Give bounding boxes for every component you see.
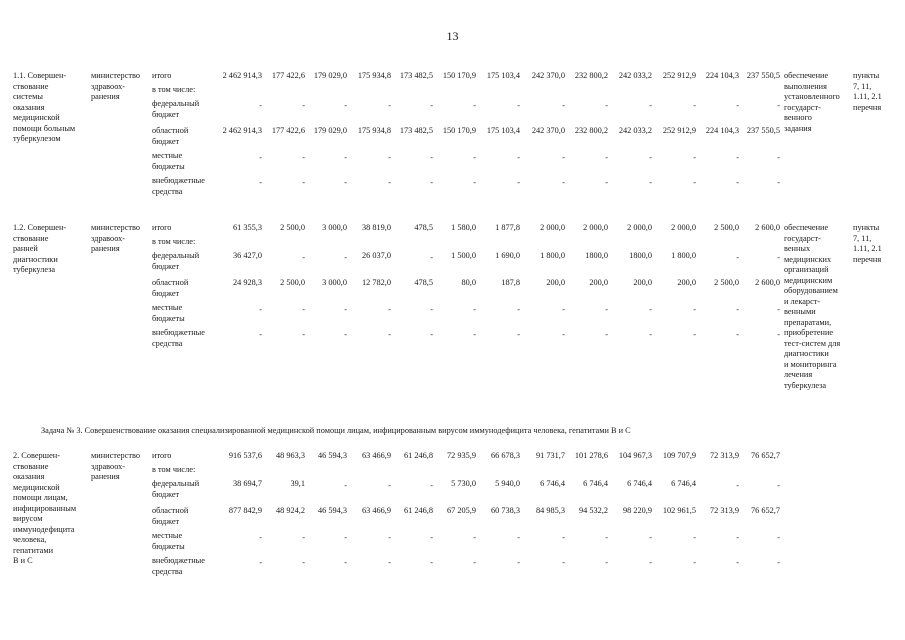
funding-value: -: [302, 153, 305, 162]
funding-value: -: [736, 330, 739, 339]
funding-value: 2 000,0: [671, 223, 696, 232]
funding-value: -: [430, 101, 433, 110]
funding-value: 150 170,9: [442, 126, 476, 135]
funding-value: -: [605, 178, 608, 187]
funding-value: 177 422,6: [271, 71, 305, 80]
funding-value: 104 967,3: [618, 451, 652, 460]
funding-value: -: [388, 178, 391, 187]
funding-value: 242 033,2: [618, 126, 652, 135]
funding-value: -: [693, 153, 696, 162]
funding-value: -: [473, 330, 476, 339]
funding-value: -: [736, 305, 739, 314]
funding-value: 102 961,5: [662, 506, 696, 515]
funding-value: -: [649, 101, 652, 110]
funding-value: -: [259, 558, 262, 567]
funding-value: -: [777, 153, 780, 162]
funding-value: -: [388, 481, 391, 490]
funding-value: -: [605, 305, 608, 314]
source-label: местные бюджеты: [152, 531, 185, 551]
funding-value: -: [649, 178, 652, 187]
funding-value: 252 912,9: [662, 126, 696, 135]
funding-value: 242 370,0: [531, 126, 565, 135]
funding-value: -: [517, 558, 520, 567]
funding-value: 72 935,9: [446, 451, 476, 460]
funding-value: 94 532,2: [578, 506, 608, 515]
funding-value: 61 355,3: [232, 223, 262, 232]
funding-value: 2 600,0: [755, 223, 780, 232]
funding-value: 48 963,3: [275, 451, 305, 460]
source-label: внебюджетные средства: [152, 556, 205, 576]
funding-value: -: [517, 533, 520, 542]
measure-name: 1.2. Совершен- ствование ранней диагностики туберкулеза: [13, 223, 67, 274]
funding-value: 175 934,8: [357, 71, 391, 80]
funding-value: -: [605, 101, 608, 110]
funding-value: -: [777, 481, 780, 490]
funding-value: -: [562, 330, 565, 339]
funding-value: 26 037,0: [361, 251, 391, 260]
funding-value: -: [259, 330, 262, 339]
funding-value: 91 731,7: [535, 451, 565, 460]
source-label: итого: [152, 451, 172, 460]
funding-value: -: [736, 101, 739, 110]
page-number: 13: [446, 29, 459, 43]
funding-value: -: [344, 178, 347, 187]
funding-value: 61 246,8: [403, 451, 433, 460]
plan-points: пункты 7, 11, 1.11, 2.1 перечня: [853, 223, 882, 264]
funding-value: -: [736, 481, 739, 490]
funding-value: 1 800,0: [540, 251, 565, 260]
source-label: федеральный бюджет: [152, 479, 200, 499]
source-label: местные бюджеты: [152, 151, 185, 171]
funding-value: 224 104,3: [705, 126, 739, 135]
funding-value: 5 730,0: [451, 479, 476, 488]
funding-value: 12 782,0: [361, 278, 391, 287]
funding-value: -: [517, 153, 520, 162]
funding-value: -: [344, 253, 347, 262]
funding-value: 187,8: [501, 278, 520, 287]
funding-value: 2 500,0: [280, 223, 305, 232]
funding-value: 1 580,0: [451, 223, 476, 232]
funding-value: 46 594,3: [317, 451, 347, 460]
funding-value: -: [388, 558, 391, 567]
funding-value: 1800,0: [629, 251, 652, 260]
funding-value: -: [649, 558, 652, 567]
funding-value: -: [736, 178, 739, 187]
funding-value: 242 370,0: [531, 71, 565, 80]
funding-value: -: [344, 481, 347, 490]
funding-value: -: [473, 305, 476, 314]
funding-value: -: [693, 101, 696, 110]
funding-value: -: [259, 533, 262, 542]
funding-value: 6 746,4: [671, 479, 696, 488]
funding-value: -: [302, 305, 305, 314]
task-3-heading: Задача № 3. Совершенствование оказания специализированной медицинской помощи лицам, инфицированным вирусом иммунодефицита человека, гепатитами В и С: [41, 426, 631, 435]
funding-value: -: [605, 533, 608, 542]
funding-value: -: [302, 330, 305, 339]
funding-value: 63 466,9: [361, 506, 391, 515]
funding-value: -: [736, 153, 739, 162]
funding-value: -: [562, 178, 565, 187]
funding-value: 200,0: [589, 278, 608, 287]
funding-value: -: [302, 253, 305, 262]
source-label: итого: [152, 223, 172, 232]
funding-value: -: [388, 533, 391, 542]
source-label: итого: [152, 71, 172, 80]
funding-value: 84 985,3: [535, 506, 565, 515]
funding-value: -: [430, 481, 433, 490]
funding-value: -: [430, 153, 433, 162]
funding-value: 177 422,6: [271, 126, 305, 135]
funding-value: -: [517, 178, 520, 187]
funding-value: -: [344, 533, 347, 542]
funding-value: 72 313,9: [709, 506, 739, 515]
funding-value: -: [649, 533, 652, 542]
funding-value: 175 103,4: [486, 71, 520, 80]
funding-value: -: [517, 330, 520, 339]
funding-value: 232 800,2: [574, 71, 608, 80]
funding-value: -: [302, 101, 305, 110]
funding-value: 200,0: [633, 278, 652, 287]
funding-value: 232 800,2: [574, 126, 608, 135]
funding-value: -: [693, 330, 696, 339]
executor: министерство здравоох- ранения: [91, 223, 141, 253]
funding-value: -: [344, 153, 347, 162]
funding-value: 39,1: [290, 479, 305, 488]
funding-value: -: [777, 305, 780, 314]
funding-value: 109 707,9: [662, 451, 696, 460]
funding-value: -: [302, 533, 305, 542]
funding-value: 38 694,7: [232, 479, 262, 488]
funding-value: -: [344, 330, 347, 339]
funding-value: 46 594,3: [317, 506, 347, 515]
funding-value: -: [259, 153, 262, 162]
source-label: областной бюджет: [152, 126, 189, 146]
funding-value: -: [430, 253, 433, 262]
source-label: федеральный бюджет: [152, 251, 200, 271]
funding-value: -: [473, 178, 476, 187]
funding-value: -: [430, 533, 433, 542]
funding-value: -: [344, 558, 347, 567]
funding-value: 2 462 914,3: [222, 71, 262, 80]
funding-value: 80,0: [461, 278, 476, 287]
funding-value: -: [388, 305, 391, 314]
source-label: местные бюджеты: [152, 303, 185, 323]
funding-value: -: [777, 253, 780, 262]
funding-value: 63 466,9: [361, 451, 391, 460]
funding-value: 242 033,2: [618, 71, 652, 80]
funding-value: 60 738,3: [490, 506, 520, 515]
funding-value: 200,0: [546, 278, 565, 287]
funding-value: -: [562, 153, 565, 162]
source-label: в том числе:: [152, 85, 196, 94]
funding-value: 2 500,0: [280, 278, 305, 287]
funding-value: 98 220,9: [622, 506, 652, 515]
funding-value: 101 278,6: [574, 451, 608, 460]
funding-value: 173 482,5: [399, 126, 433, 135]
funding-value: -: [430, 305, 433, 314]
funding-value: -: [562, 558, 565, 567]
funding-value: -: [473, 558, 476, 567]
funding-value: -: [430, 178, 433, 187]
funding-value: -: [649, 305, 652, 314]
funding-value: 66 678,3: [490, 451, 520, 460]
plan-points: пункты 7, 11, 1.11, 2.1 перечня: [853, 71, 882, 112]
funding-value: 24 928,3: [232, 278, 262, 287]
funding-value: 173 482,5: [399, 71, 433, 80]
funding-value: 36 427,0: [232, 251, 262, 260]
funding-value: 2 000,0: [540, 223, 565, 232]
funding-value: -: [777, 558, 780, 567]
funding-value: 916 537,6: [228, 451, 262, 460]
funding-value: 1 500,0: [451, 251, 476, 260]
funding-value: -: [259, 305, 262, 314]
funding-value: -: [388, 330, 391, 339]
source-label: внебюджетные средства: [152, 176, 205, 196]
funding-value: -: [344, 101, 347, 110]
funding-value: 2 500,0: [714, 223, 739, 232]
source-label: федеральный бюджет: [152, 99, 200, 119]
funding-value: -: [517, 305, 520, 314]
funding-value: 179 029,0: [313, 71, 347, 80]
funding-value: 2 462 914,3: [222, 126, 262, 135]
funding-value: -: [473, 533, 476, 542]
funding-value: -: [777, 101, 780, 110]
funding-value: -: [388, 153, 391, 162]
measure-name: 2. Совершен- ствование оказания медицинской помощи лицам, инфицированным вирусом иммунодефицита человека, гепатитами В и С: [13, 451, 77, 565]
funding-value: 67 205,9: [446, 506, 476, 515]
source-label: в том числе:: [152, 465, 196, 474]
funding-value: -: [736, 253, 739, 262]
funding-value: -: [693, 305, 696, 314]
funding-value: 5 940,0: [495, 479, 520, 488]
funding-value: 252 912,9: [662, 71, 696, 80]
funding-value: -: [562, 101, 565, 110]
funding-value: -: [473, 101, 476, 110]
funding-value: -: [430, 558, 433, 567]
funding-value: -: [344, 305, 347, 314]
expected-result: обеспечение государст- венных медицинских организаций медицинским оборудованием и лекарст- венными препаратами, приобретение тест-систем для диагностики и мониторинга лечения туберкулеза: [784, 223, 841, 390]
expected-result: обеспечение выполнения установленного государст- венного задания: [784, 71, 840, 133]
source-label: внебюджетные средства: [152, 328, 205, 348]
funding-value: -: [517, 101, 520, 110]
funding-value: 1 800,0: [671, 251, 696, 260]
funding-value: 1 877,8: [495, 223, 520, 232]
source-label: в том числе:: [152, 237, 196, 246]
funding-value: -: [777, 178, 780, 187]
executor: министерство здравоох- ранения: [91, 451, 141, 481]
funding-value: 6 746,4: [627, 479, 652, 488]
funding-value: -: [430, 330, 433, 339]
executor: министерство здравоох- ранения: [91, 71, 141, 101]
funding-value: -: [259, 101, 262, 110]
funding-value: 61 246,8: [403, 506, 433, 515]
funding-value: 2 600,0: [755, 278, 780, 287]
funding-value: 150 170,9: [442, 71, 476, 80]
funding-value: -: [693, 533, 696, 542]
funding-value: -: [259, 178, 262, 187]
funding-value: 2 500,0: [714, 278, 739, 287]
funding-value: 478,5: [414, 223, 433, 232]
funding-value: 179 029,0: [313, 126, 347, 135]
funding-value: -: [693, 178, 696, 187]
funding-value: 237 550,5: [746, 71, 780, 80]
funding-value: 237 550,5: [746, 126, 780, 135]
funding-value: 175 103,4: [486, 126, 520, 135]
funding-value: 224 104,3: [705, 71, 739, 80]
funding-value: -: [388, 101, 391, 110]
funding-value: -: [649, 330, 652, 339]
measure-name: 1.1. Совершен- ствование системы оказания медицинской помощи больным туберкулезом: [13, 71, 76, 143]
funding-value: 3 000,0: [322, 278, 347, 287]
funding-value: 76 652,7: [750, 506, 780, 515]
funding-value: -: [605, 558, 608, 567]
funding-value: -: [777, 330, 780, 339]
funding-value: 6 746,4: [583, 479, 608, 488]
funding-value: -: [777, 533, 780, 542]
funding-value: -: [649, 153, 652, 162]
source-label: областной бюджет: [152, 506, 189, 526]
funding-value: -: [736, 533, 739, 542]
funding-value: 76 652,7: [750, 451, 780, 460]
funding-value: -: [736, 558, 739, 567]
funding-value: 877 842,9: [228, 506, 262, 515]
funding-value: -: [605, 330, 608, 339]
funding-value: -: [302, 558, 305, 567]
funding-value: -: [693, 558, 696, 567]
funding-value: 175 934,8: [357, 126, 391, 135]
funding-value: 72 313,9: [709, 451, 739, 460]
funding-value: 38 819,0: [361, 223, 391, 232]
funding-value: 6 746,4: [540, 479, 565, 488]
funding-value: 478,5: [414, 278, 433, 287]
funding-value: 1 690,0: [495, 251, 520, 260]
funding-value: -: [562, 533, 565, 542]
funding-value: 2 000,0: [627, 223, 652, 232]
funding-value: 2 000,0: [583, 223, 608, 232]
funding-value: -: [605, 153, 608, 162]
funding-value: 200,0: [677, 278, 696, 287]
funding-value: -: [302, 178, 305, 187]
funding-value: 1800,0: [585, 251, 608, 260]
source-label: областной бюджет: [152, 278, 189, 298]
funding-value: 48 924,2: [275, 506, 305, 515]
funding-value: 3 000,0: [322, 223, 347, 232]
funding-value: -: [562, 305, 565, 314]
funding-value: -: [473, 153, 476, 162]
